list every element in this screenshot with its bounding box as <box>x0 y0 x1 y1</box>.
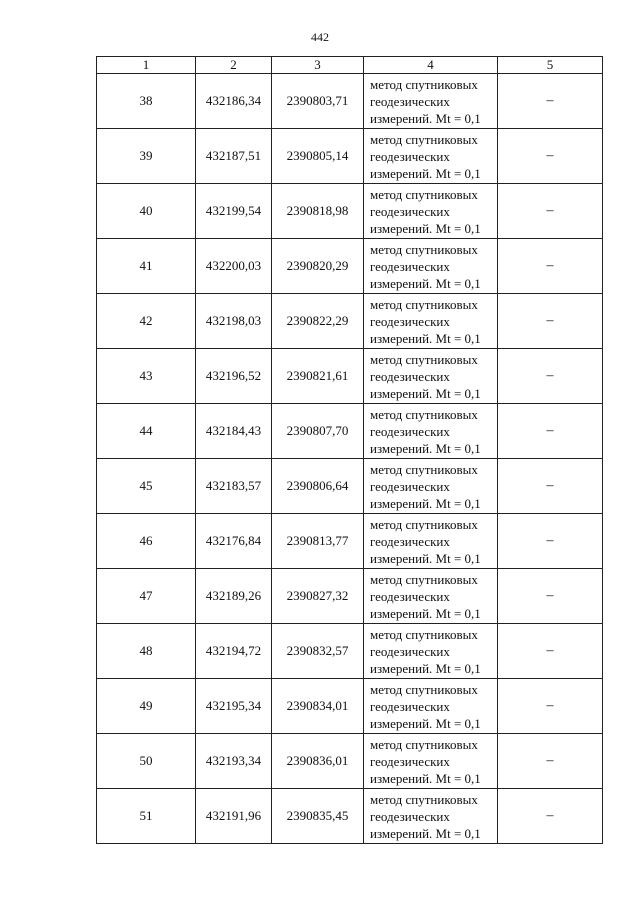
method-line: геодезических <box>370 533 450 549</box>
method-line: измерений. Mt = 0,1 <box>370 825 481 841</box>
method-line: измерений. Mt = 0,1 <box>370 330 481 346</box>
accuracy-cell: – <box>498 679 603 734</box>
table-header-row <box>97 57 603 74</box>
method-cell <box>364 239 498 294</box>
point-number-cell: 51 <box>97 789 196 844</box>
method-cell <box>364 789 498 844</box>
x-coordinate-cell: 432189,26 <box>196 569 272 624</box>
y-coordinate-cell: 2390827,32 <box>272 569 364 624</box>
coordinates-table <box>96 56 603 844</box>
method-line: геодезических <box>370 313 450 329</box>
point-number-cell: 39 <box>97 129 196 184</box>
point-number-cell: 50 <box>97 734 196 789</box>
method-cell <box>364 734 498 789</box>
point-number-cell: 45 <box>97 459 196 514</box>
method-line: измерений. Mt = 0,1 <box>370 550 481 566</box>
table-row <box>97 514 603 569</box>
accuracy-cell: – <box>498 184 603 239</box>
method-line: геодезических <box>370 588 450 604</box>
point-number-cell: 46 <box>97 514 196 569</box>
method-cell <box>364 514 498 569</box>
method-line: измерений. Mt = 0,1 <box>370 605 481 621</box>
method-line: метод спутниковых <box>370 351 478 367</box>
column-header-2: 2 <box>196 57 272 74</box>
method-line: измерений. Mt = 0,1 <box>370 385 481 401</box>
method-line: метод спутниковых <box>370 626 478 642</box>
table-body <box>97 74 603 844</box>
y-coordinate-cell: 2390818,98 <box>272 184 364 239</box>
accuracy-cell: – <box>498 459 603 514</box>
method-line: метод спутниковых <box>370 406 478 422</box>
accuracy-cell: – <box>498 404 603 459</box>
column-header-5: 5 <box>498 57 603 74</box>
x-coordinate-cell: 432200,03 <box>196 239 272 294</box>
table-row <box>97 404 603 459</box>
method-cell <box>364 679 498 734</box>
y-coordinate-cell: 2390822,29 <box>272 294 364 349</box>
method-cell <box>364 349 498 404</box>
method-line: метод спутниковых <box>370 241 478 257</box>
x-coordinate-cell: 432199,54 <box>196 184 272 239</box>
y-coordinate-cell: 2390832,57 <box>272 624 364 679</box>
table-row <box>97 624 603 679</box>
method-line: метод спутниковых <box>370 296 478 312</box>
method-line: измерений. Mt = 0,1 <box>370 275 481 291</box>
table-row <box>97 239 603 294</box>
y-coordinate-cell: 2390836,01 <box>272 734 364 789</box>
table-row <box>97 679 603 734</box>
method-line: метод спутниковых <box>370 736 478 752</box>
x-coordinate-cell: 432191,96 <box>196 789 272 844</box>
y-coordinate-cell: 2390813,77 <box>272 514 364 569</box>
accuracy-cell: – <box>498 624 603 679</box>
column-header-3: 3 <box>272 57 364 74</box>
y-coordinate-cell: 2390805,14 <box>272 129 364 184</box>
method-line: метод спутниковых <box>370 571 478 587</box>
x-coordinate-cell: 432196,52 <box>196 349 272 404</box>
method-line: измерений. Mt = 0,1 <box>370 495 481 511</box>
y-coordinate-cell: 2390821,61 <box>272 349 364 404</box>
method-line: геодезических <box>370 93 450 109</box>
method-line: геодезических <box>370 148 450 164</box>
method-line: геодезических <box>370 203 450 219</box>
x-coordinate-cell: 432186,34 <box>196 74 272 129</box>
method-line: измерений. Mt = 0,1 <box>370 715 481 731</box>
method-line: измерений. Mt = 0,1 <box>370 110 481 126</box>
column-header-4: 4 <box>364 57 498 74</box>
accuracy-cell: – <box>498 349 603 404</box>
method-line: метод спутниковых <box>370 681 478 697</box>
method-cell <box>364 129 498 184</box>
table-row <box>97 129 603 184</box>
point-number-cell: 48 <box>97 624 196 679</box>
method-cell <box>364 404 498 459</box>
table-row <box>97 789 603 844</box>
table-row <box>97 569 603 624</box>
method-line: геодезических <box>370 423 450 439</box>
method-line: измерений. Mt = 0,1 <box>370 220 481 236</box>
accuracy-cell: – <box>498 514 603 569</box>
method-cell <box>364 74 498 129</box>
point-number-cell: 47 <box>97 569 196 624</box>
x-coordinate-cell: 432193,34 <box>196 734 272 789</box>
table-row <box>97 734 603 789</box>
x-coordinate-cell: 432176,84 <box>196 514 272 569</box>
method-line: геодезических <box>370 368 450 384</box>
method-line: метод спутниковых <box>370 791 478 807</box>
table-row <box>97 74 603 129</box>
column-header-1: 1 <box>97 57 196 74</box>
accuracy-cell: – <box>498 129 603 184</box>
point-number-cell: 40 <box>97 184 196 239</box>
y-coordinate-cell: 2390820,29 <box>272 239 364 294</box>
method-line: измерений. Mt = 0,1 <box>370 440 481 456</box>
table-row <box>97 459 603 514</box>
x-coordinate-cell: 432198,03 <box>196 294 272 349</box>
method-line: измерений. Mt = 0,1 <box>370 165 481 181</box>
x-coordinate-cell: 432187,51 <box>196 129 272 184</box>
y-coordinate-cell: 2390835,45 <box>272 789 364 844</box>
accuracy-cell: – <box>498 789 603 844</box>
x-coordinate-cell: 432183,57 <box>196 459 272 514</box>
table-row <box>97 184 603 239</box>
method-line: геодезических <box>370 698 450 714</box>
y-coordinate-cell: 2390834,01 <box>272 679 364 734</box>
point-number-cell: 38 <box>97 74 196 129</box>
point-number-cell: 44 <box>97 404 196 459</box>
accuracy-cell: – <box>498 74 603 129</box>
x-coordinate-cell: 432194,72 <box>196 624 272 679</box>
method-line: геодезических <box>370 808 450 824</box>
table-row <box>97 294 603 349</box>
method-cell <box>364 624 498 679</box>
method-line: геодезических <box>370 753 450 769</box>
method-cell <box>364 459 498 514</box>
method-line: метод спутниковых <box>370 461 478 477</box>
method-line: геодезических <box>370 643 450 659</box>
method-cell <box>364 294 498 349</box>
method-line: метод спутниковых <box>370 76 478 92</box>
point-number-cell: 42 <box>97 294 196 349</box>
method-line: геодезических <box>370 258 450 274</box>
y-coordinate-cell: 2390807,70 <box>272 404 364 459</box>
page-number: 442 <box>311 30 329 44</box>
method-cell <box>364 569 498 624</box>
accuracy-cell: – <box>498 239 603 294</box>
point-number-cell: 43 <box>97 349 196 404</box>
x-coordinate-cell: 432195,34 <box>196 679 272 734</box>
y-coordinate-cell: 2390806,64 <box>272 459 364 514</box>
accuracy-cell: – <box>498 294 603 349</box>
method-line: метод спутниковых <box>370 131 478 147</box>
y-coordinate-cell: 2390803,71 <box>272 74 364 129</box>
table-row <box>97 349 603 404</box>
method-line: геодезических <box>370 478 450 494</box>
accuracy-cell: – <box>498 569 603 624</box>
x-coordinate-cell: 432184,43 <box>196 404 272 459</box>
method-cell <box>364 184 498 239</box>
method-line: измерений. Mt = 0,1 <box>370 770 481 786</box>
method-line: измерений. Mt = 0,1 <box>370 660 481 676</box>
point-number-cell: 41 <box>97 239 196 294</box>
method-line: метод спутниковых <box>370 516 478 532</box>
point-number-cell: 49 <box>97 679 196 734</box>
accuracy-cell: – <box>498 734 603 789</box>
method-line: метод спутниковых <box>370 186 478 202</box>
